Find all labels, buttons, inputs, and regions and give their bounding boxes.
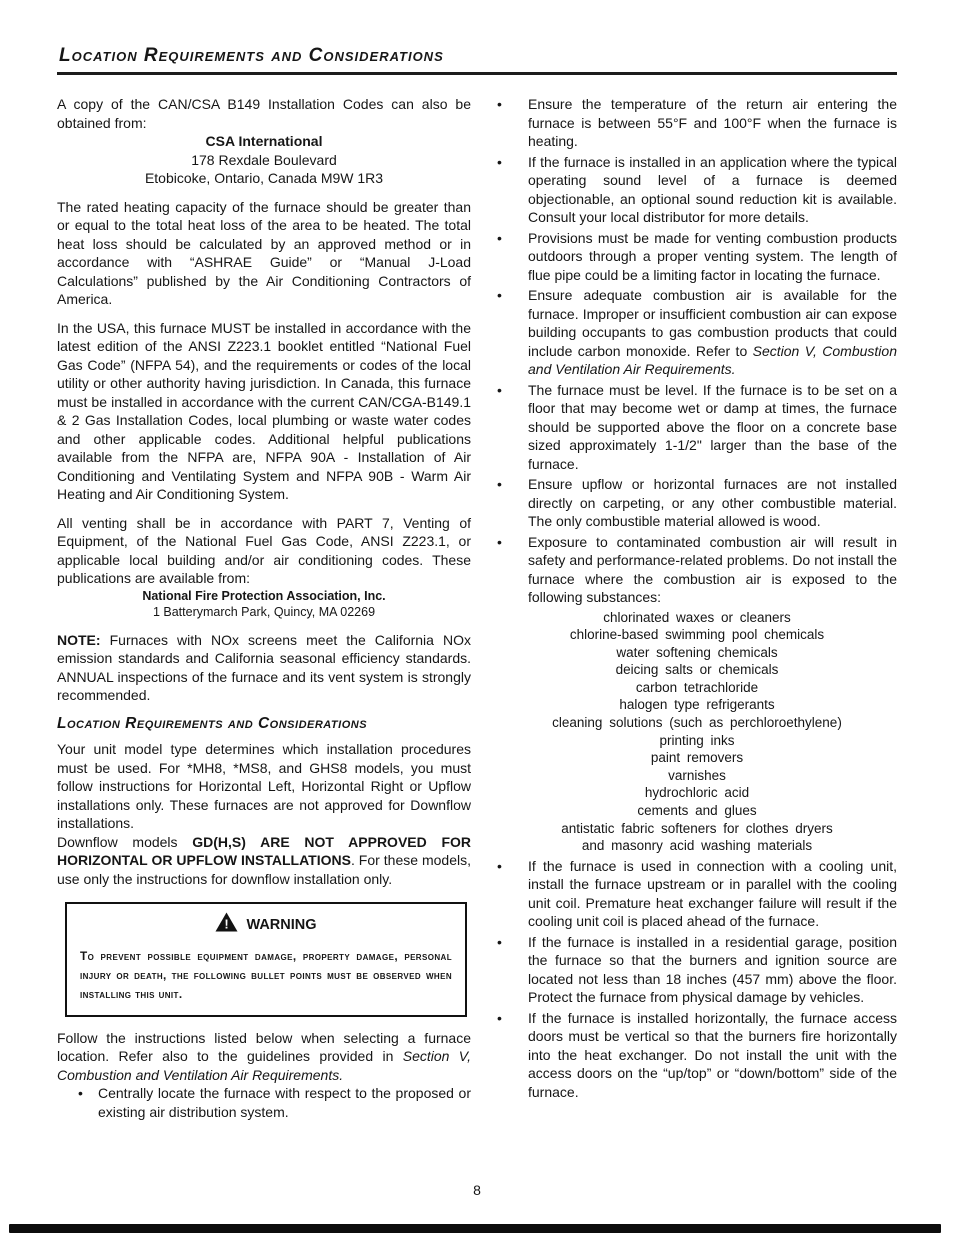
page-number: 8 xyxy=(473,1181,481,1198)
warning-box xyxy=(65,902,467,1017)
substance-line: printing inks xyxy=(659,732,735,748)
note-label: NOTE: xyxy=(57,631,101,648)
csa-address-block xyxy=(57,132,471,188)
substance-line: deicing salts or chemicals xyxy=(615,662,779,678)
section-subheading: Location Requirements and Considerations xyxy=(57,714,368,732)
paragraph-model-type: Your unit model type determines which installation procedures must be used. For *MH8, *MS8, and GHS8 models, you must follow instructions for Horizontal Left, Horizontal Right or Upflow installations only. These furnaces are not approved for Downflow installations. xyxy=(57,741,471,831)
bullet-marker: • xyxy=(497,857,502,874)
bullet-text: Provisions must be made for venting combustion products outdoors through a proper venting system. The length of flue pipe could be a limiting factor in locating the furnace. xyxy=(528,229,897,283)
bullet-marker: • xyxy=(497,229,502,246)
substance-line: water softening chemicals xyxy=(616,644,778,660)
nfpa-address-block xyxy=(57,588,471,621)
bullet-marker: • xyxy=(497,381,502,398)
csa-address-line2: Etobicoke, Ontario, Canada M9W 1R3 xyxy=(144,170,384,186)
paragraph-venting: All venting shall be in accordance with PART 7, Venting of Equipment, of the National Fuel Gas Code, ANSI Z223.1, or applicable local building and/or air conditioning codes. These publications are available from: xyxy=(57,514,471,586)
bullet-text: Centrally locate the furnace with respect to the proposed or existing air distribution system. xyxy=(98,1085,471,1120)
substance-line: carbon tetrachloride xyxy=(635,679,759,695)
bullet-sound-kit xyxy=(497,153,897,227)
bullet-text: Ensure upflow or horizontal furnaces are not installed directly on carpeting, or any other combustible material. The only combustible material allowed is wood. xyxy=(528,476,897,529)
downflow-bold: GD(H,S) ARE NOT APPROVED FOR HORIZONTAL OR UPFLOW INSTALLATIONS xyxy=(57,833,471,868)
bullet-residential-garage xyxy=(497,933,897,1007)
follow-italic: Section V, Combustion and Ventilation Air Requirements. xyxy=(57,1048,471,1083)
substance-line: cleaning solutions (such as perchloroethylene) xyxy=(552,715,842,731)
paragraph-follow-instructions xyxy=(57,1029,471,1085)
substances-list xyxy=(497,609,897,855)
combustion-air-italic: Section V, Combustion and Ventilation Air Requirements. xyxy=(528,342,897,377)
bullet-marker: • xyxy=(497,476,502,492)
bullet-text: If the furnace is installed in a residential garage, position the furnace so that the burners and ignition source are located not less than 18 inches (457 mm) above the floor. Protect the furnace from physical damage by vehicles. xyxy=(528,933,897,1006)
bullet-text: Ensure the temperature of the return air entering the furnace is between 55°F and 100°F when the furnace is heating. xyxy=(528,96,897,149)
bullet-marker: • xyxy=(497,533,502,550)
substance-line: halogen type refrigerants xyxy=(619,697,775,713)
substance-line: and masonry acid washing materials xyxy=(581,838,813,854)
bullet-furnace-level xyxy=(497,381,897,474)
bullet-text: Exposure to contaminated combustion air will result in safety and performance-related problems. Do not install the furnace where the combustion air is exposed to the following substances: xyxy=(528,533,897,605)
downflow-pre: Downflow models xyxy=(57,833,193,850)
paragraph-csa-intro: A copy of the CAN/CSA B149 Installation Codes can also be obtained from: xyxy=(57,96,471,131)
csa-address-line1: 178 Rexdale Boulevard xyxy=(191,151,337,168)
right-column xyxy=(497,95,897,1103)
substance-line: paint removers xyxy=(650,750,744,766)
substance-line: varnishes xyxy=(668,767,726,783)
nfpa-address-line: 1 Batterymarch Park, Quincy, MA 02269 xyxy=(152,605,376,619)
substance-line: hydrochloric acid xyxy=(644,785,750,801)
title-rule xyxy=(57,72,897,75)
note-text: Furnaces with NOx screens meet the California NOx emission standards and California seasonal efficiency standards. ANNUAL inspections of the furnace and its vent system is strongly recommended. xyxy=(57,631,471,703)
bullet-no-carpeting xyxy=(497,475,897,531)
bullet-text xyxy=(528,286,897,379)
bullet-return-air-temp xyxy=(497,95,897,151)
bullet-text: The furnace must be level. If the furnace is to be set on a floor that may become wet or damp at times, the furnace should be supported above the floor on a concrete base sized approximately 1-1/2" larger than the base of the furnace. xyxy=(528,381,897,472)
substance-line: cements and glues xyxy=(637,803,757,819)
page-title: Location Requirements and Considerations xyxy=(59,45,444,66)
combustion-air-pre: Ensure adequate combustion air is available for the furnace. Improper or insufficient combustion air can expose building occupants to gas combustion products that could include carbon monoxide. Refer to xyxy=(528,287,897,359)
bullet-cooling-unit xyxy=(497,857,897,931)
paragraph-downflow xyxy=(57,833,471,889)
warning-title: WARNING xyxy=(246,916,317,933)
left-column xyxy=(57,95,471,1123)
bullet-text: If the furnace is used in connection with a cooling unit, install the furnace upstream or in parallel with the cooling unit coil. Premature heat exchanger failure will result if the cooling unit coil is placed ahead of the furnace. xyxy=(528,857,897,930)
bullet-horizontal-install xyxy=(497,1009,897,1102)
bullet-centrally-locate xyxy=(57,1084,471,1121)
warning-body: To prevent possible equipment damage, property damage, personal injury or death, the following bullet points must be observed when installing this unit. xyxy=(80,948,452,1001)
follow-pre: Follow the instructions listed below when selecting a furnace location. Refer also to the guidelines provided in xyxy=(57,1029,471,1064)
paragraph-note xyxy=(57,631,471,705)
warning-triangle-icon xyxy=(215,912,238,938)
scan-edge-artifact xyxy=(9,1224,941,1233)
csa-name: CSA International xyxy=(205,133,323,149)
bullet-marker: • xyxy=(497,1009,502,1026)
paragraph-heating-capacity: The rated heating capacity of the furnace should be greater than or equal to the total heat loss of the area to be heated. The total heat loss should be calculated by an approved method or in accordance with “ASHRAE Guide” or “Manual J-Load Calculations” published by the Air Conditioning Contractors of America. xyxy=(57,198,471,307)
substance-line: antistatic fabric softeners for clothes dryers xyxy=(561,820,833,836)
nfpa-name: National Fire Protection Association, Inc. xyxy=(142,588,386,603)
bullet-contaminated-air xyxy=(497,533,897,607)
bullet-marker: • xyxy=(497,153,502,170)
bullet-marker: • xyxy=(497,287,502,303)
bullet-venting-provisions xyxy=(497,229,897,285)
paragraph-usa-codes: In the USA, this furnace MUST be installed in accordance with the latest edition of the ANSI Z223.1 booklet entitled “National Fuel Gas Code” (NFPA 54), and the requirements or codes of the local utility or other authority having jurisdiction. In Canada, this furnace must be installed in accordance with the current CAN/CGA-B149.1 & 2 Gas Installation Codes, local plumbing or waste water codes and other applicable codes. Additional helpful publications available from the NFPA are, NFPA 90A - Installation of Air Conditioning and Ventilating System and NFPA 90B - Warm Air Heating and Air Conditioning System. xyxy=(57,319,471,502)
bullet-text: If the furnace is installed horizontally, the furnace access doors must be vertical so that the burners fire horizontally into the heat exchanger. Do not install the unit with the access doors on the “up/top” or “down/bottom” side of the furnace. xyxy=(528,1009,897,1100)
downflow-post: . For these models, use only the instructions for downflow installation only. xyxy=(57,852,472,887)
svg-text:!: ! xyxy=(224,916,230,932)
bullet-marker: • xyxy=(78,1085,83,1101)
bullet-text: If the furnace is installed in an application where the typical operating sound level of a furnace is deemed objectionable, an optional sound reduction kit is available. Consult your local distributor for more details. xyxy=(528,153,897,225)
bullet-marker: • xyxy=(497,933,502,950)
substance-line: chlorinated waxes or cleaners xyxy=(603,609,791,625)
warning-title-row xyxy=(80,912,452,938)
two-column-layout xyxy=(57,95,897,1123)
bullet-combustion-air xyxy=(497,286,897,379)
substance-line: chlorine-based swimming pool chemicals xyxy=(569,627,825,643)
bullet-marker: • xyxy=(497,96,502,112)
